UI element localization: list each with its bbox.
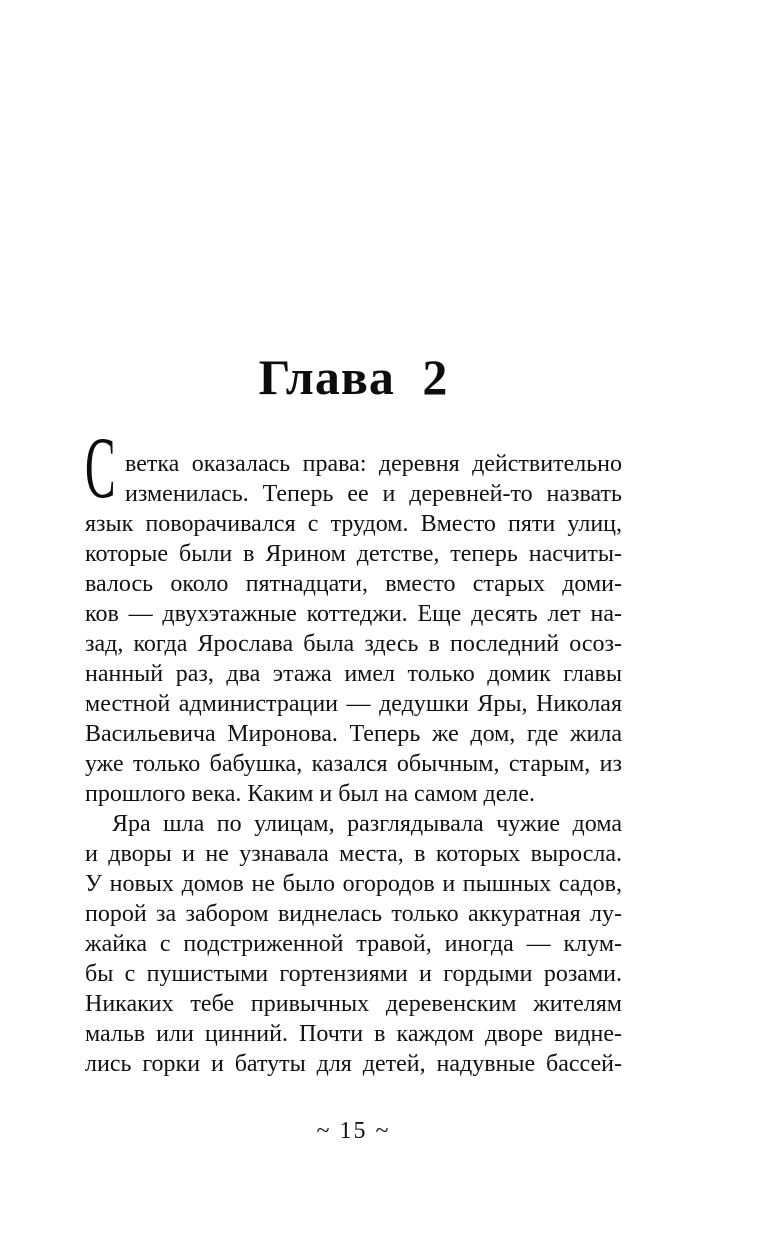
text-line: уже только бабушка, казался обычным, старым, из	[85, 751, 622, 777]
text-line: порой за забором виднелась только аккуратная лу-	[85, 901, 622, 927]
paragraph-2	[85, 809, 622, 1079]
drop-cap-letter: С	[85, 420, 116, 517]
text-line: которые были в Ярином детстве, теперь насчиты-	[85, 541, 622, 567]
text-line: У новых домов не было огородов и пышных садов,	[85, 871, 622, 897]
text-line: и дворы и не узнавала места, в которых выросла.	[85, 841, 622, 867]
chapter-heading: Глава 2	[258, 349, 449, 405]
text-line: лись горки и батуты для детей, надувные бассей-	[85, 1051, 622, 1077]
text-line: ков — двухэтажные коттеджи. Еще десять лет на-	[85, 601, 622, 627]
text-line: Яра шла по улицам, разглядывала чужие дома	[112, 811, 622, 837]
paragraph-1	[85, 420, 622, 809]
text-line: жайка с подстриженной травой, иногда — клум-	[85, 931, 622, 957]
text-line: Васильевича Миронова. Теперь же дом, где жила	[85, 721, 622, 747]
text-column	[85, 0, 622, 1145]
text-line: ветка оказалась права: деревня действительно	[125, 451, 622, 477]
page-number: ~ 15 ~	[316, 1118, 391, 1144]
text-line: прошлого века. Каким и был на самом деле.	[85, 781, 536, 807]
text-line: мальв или цинний. Почти в каждом дворе видне-	[85, 1021, 622, 1047]
text-line: язык поворачивался с трудом. Вместо пяти улиц,	[85, 511, 622, 537]
text-line: бы с пушистыми гортензиями и гордыми розами.	[85, 961, 622, 987]
text-line: изменилась. Теперь ее и деревней-то назвать	[125, 481, 622, 507]
text-line: местной администрации — дедушки Яры, Николая	[85, 691, 622, 717]
text-line: валось около пятнадцати, вместо старых доми-	[85, 571, 622, 597]
text-line: нанный раз, два этажа имел только домик главы	[85, 661, 622, 687]
text-line: Никаких тебе привычных деревенским жителям	[85, 991, 622, 1017]
text-line: зад, когда Ярослава была здесь в последний осоз-	[85, 631, 622, 657]
body-text	[85, 420, 622, 1079]
